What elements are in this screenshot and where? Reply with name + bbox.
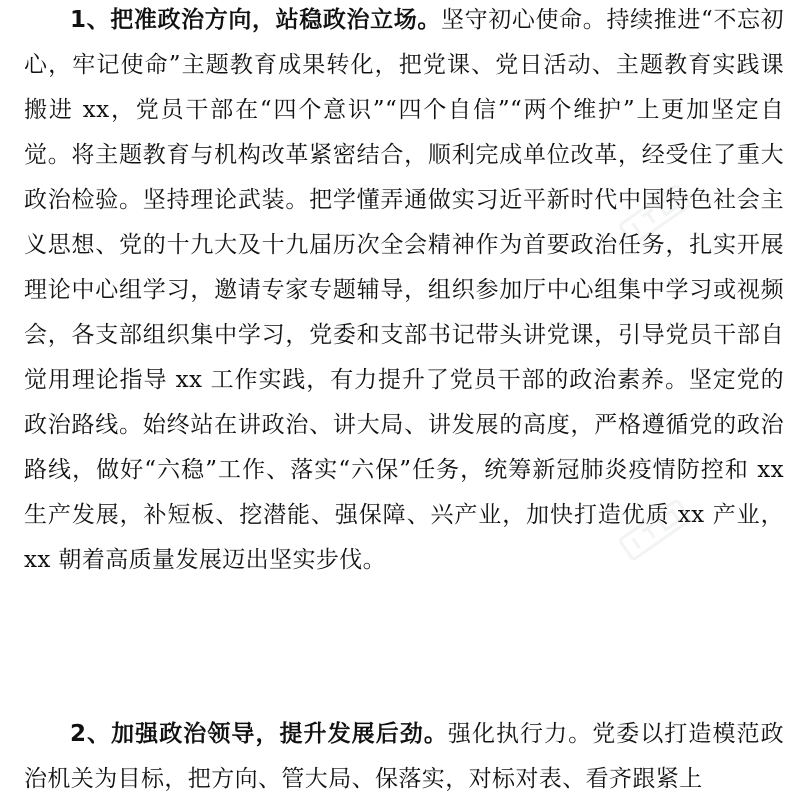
paragraph-1-body: 坚守初心使命。持续推进“不忘初心，牢记使命”主题教育成果转化，把党课、党日活动、主题教育实践课搬进 xx，党员干部在“四个意识”“四个自信”“两个维护”上更加坚定自觉。将主题教育与机构改革紧密结合，顺利完成单位改革，经受住了重大政治检验。坚持理论武装。把学懂弄通做实习近平新时代中国特色社会主义思想、党的十九大及十九届历次全会精神作为首要政治任务，扎实开展理论中心组学习，邀请专家专题辅导，组织参加厅中心组集中学习或视频会，各支部组织集中学习，党委和支部书记带头讲党课，引导党员干部自觉用理论指导 xx 工作实践，有力提升了党员干部的政治素养。坚定党的政治路线。始终站在讲政治、讲大局、讲发展的高度，严格遵循党的政治路线，做好“六稳”工作、落实“六保”任务，统筹新冠肺炎疫情防控和 xx 生产发展，补短板、挖潜能、强保障、兴产业，加快打造优质 xx 产业，xx 朝着高质量发展迈出坚实步伐。 xyxy=(24,7,784,573)
paragraph-2 xyxy=(24,712,784,800)
paragraph-2-body: 强化执行力。党委以打造模范政治机关为目标，把方向、管大局、保落实，对标对表、看齐跟紧上 xyxy=(24,721,785,792)
paragraph-2-heading: 2、加强政治领导，提升发展后劲。 xyxy=(70,721,448,747)
paragraph-1 xyxy=(24,0,784,583)
paragraph-1-heading: 1、把准政治方向，站稳政治立场。 xyxy=(70,7,442,33)
